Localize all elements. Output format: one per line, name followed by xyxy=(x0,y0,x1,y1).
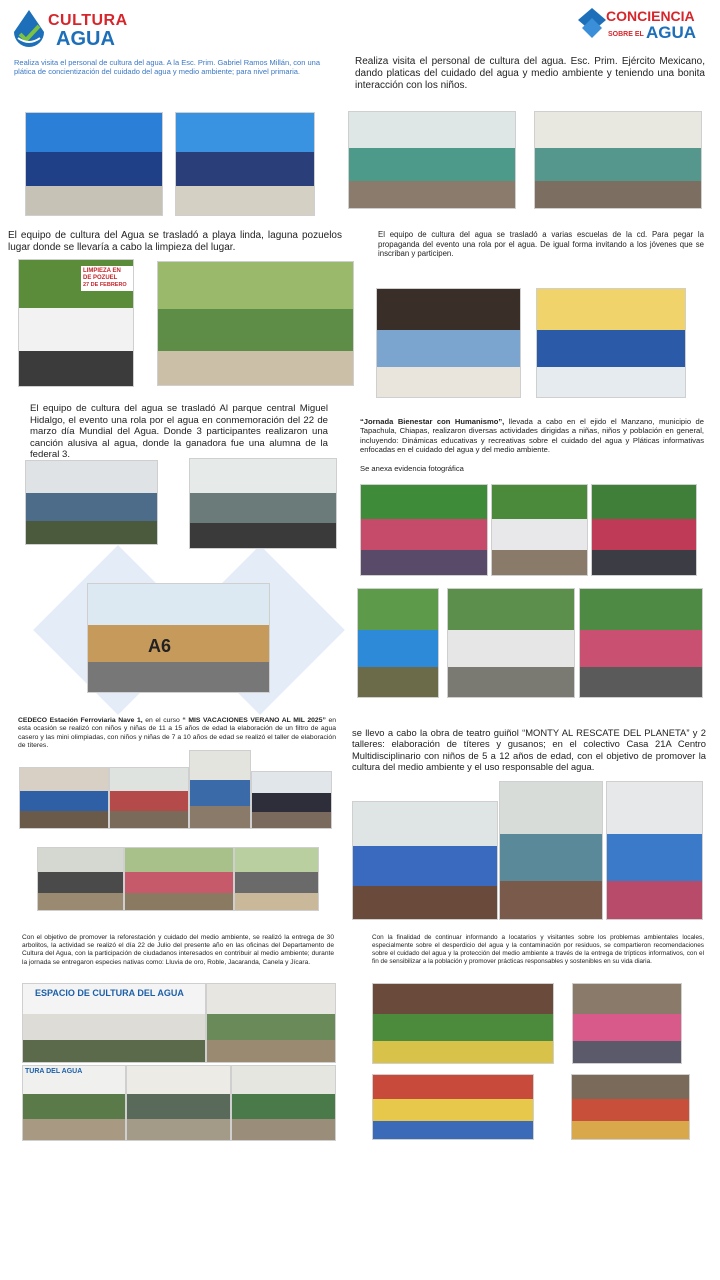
photo-jornada-mascot xyxy=(357,588,439,698)
banner-line3: 27 DE FEBRERO xyxy=(83,282,127,289)
section-text-10: Con la finalidad de continuar informando a locatarios y visitantes sobre los problemas ambientales locales, especialmente sobre el desperdicio del agua y la contaminación por residuos, se compartieron recomendaciones sobre el cuidado del agua y la protección del medio ambiente a través de la entrega de trípticos informativos, con el fin de sensibilizar a la población y promover prácticas responsables y sostenibles en su vida diaria. xyxy=(372,934,704,965)
photo-cedeco-2 xyxy=(109,767,189,829)
photo-poster-school-1 xyxy=(376,288,521,398)
photo-ejercito-school-2 xyxy=(534,111,702,209)
photo-teatro-1 xyxy=(352,801,498,920)
photo-market-2 xyxy=(572,983,682,1064)
photo-beach-cleanup-speech xyxy=(18,259,134,387)
logo-conciencia-agua xyxy=(578,6,712,46)
photo-cedeco-7 xyxy=(234,847,319,911)
logo-right-line1: CONCIENCIA xyxy=(606,8,695,24)
logo-right-line2b: AGUA xyxy=(646,23,697,42)
logo-left-line2: AGUA xyxy=(56,28,115,50)
photo-jornada-5 xyxy=(579,588,703,698)
section-text-7 xyxy=(18,717,336,751)
photo-teatro-3 xyxy=(606,781,703,920)
logo-cultura-agua xyxy=(12,8,128,54)
photo-teatro-2 xyxy=(499,781,603,920)
photo-school-assembly-2 xyxy=(175,112,315,216)
photo-market-4 xyxy=(571,1074,690,1140)
photo-beach-cleanup-group xyxy=(157,261,354,386)
section-text-9: Con el objetivo de promover la reforestación y cuidado del medio ambiente, se realizó la entrega de 30 arbolitos, la actividad se realizó el día 22 de Julio del presente año en las oficinas del Departamento de Cultura del Agua, con la participación de ciudadanos interesados en contribuir al medio ambiente; durante la jornada se entregaron especies nativas como: Lluvia de oro, Roble, Jacaranda, Canela y Jícara. xyxy=(22,934,334,966)
banner-text xyxy=(81,266,134,291)
photo-ejercito-school-1 xyxy=(348,111,516,209)
photo-jornada-1 xyxy=(360,484,488,576)
photo-park-event-group xyxy=(25,460,158,545)
prize-box-label: A6 xyxy=(148,636,172,656)
logo-left-line1: CULTURA xyxy=(48,12,128,29)
section-text-8: se llevo a cabo la obra de teatro guiñol “MONTY AL RESCATE DEL PLANETA” y 2 talleres: elaboración de títeres y gusanos; en el colectivo Casa 21A Centro Multidisciplinario con niños de 5 a 12 años de edad, con el objetivo de promover la cultura del medio ambiente y el uso responsable del agua. xyxy=(352,727,706,772)
photo-office-trees-5 xyxy=(231,1065,336,1141)
photo-park-event-audience xyxy=(189,458,337,549)
logo-right-line2a: SOBRE EL xyxy=(608,31,644,38)
office-sign-text-2: TURA DEL AGUA xyxy=(25,1068,83,1075)
photo-jornada-2 xyxy=(491,484,588,576)
section-text-6 xyxy=(360,417,704,455)
section-7-part1: en el curso xyxy=(142,717,183,724)
water-drop-logo-icon xyxy=(12,8,46,52)
photo-cedeco-6 xyxy=(124,847,234,911)
photo-office-trees-4 xyxy=(126,1065,231,1141)
photo-office-trees-3 xyxy=(22,1065,126,1141)
section-text-3: El equipo de cultura del Agua se trasladó a playa linda, laguna pozuelos lugar donde se llevaría a cabo la limpieza del lugar. xyxy=(8,230,342,253)
diamond-logo-icon xyxy=(578,8,606,42)
photo-cedeco-1 xyxy=(19,767,109,829)
photo-cedeco-4 xyxy=(251,771,332,829)
photo-jornada-3 xyxy=(591,484,697,576)
section-text-4: El equipo de cultura del agua se trasladó a varias escuelas de la cd. Para pegar la propaganda del evento una rola por el agua. De igual forma invitando a los jóvenes que se inscriban y participen. xyxy=(378,230,704,259)
photo-cedeco-3 xyxy=(189,750,251,829)
photo-poster-school-2 xyxy=(536,288,686,398)
photo-park-event-winner xyxy=(87,583,270,693)
photo-office-trees-2 xyxy=(206,983,336,1063)
banner-line2: DE POZUEL xyxy=(83,275,118,282)
section-text-2: Realiza visita el personal de cultura del agua. Esc. Prim. Ejército Mexicano, dando platicas del cuidado del agua y medio ambiente y teniendo una bonita interacción con los niños. xyxy=(355,56,705,91)
section-6-body: llevada a cabo en el ejido el Manzano, municipio de Tapachula, Chiapas, realizaron diversas actividades dirigidas a niñas, niños y población en general, incluyendo: Dinámicas educativas y recreativas sobre el cuidado del agua y Pláticas informativas enfocadas en el cuidado del agua y del medio ambiente. xyxy=(360,417,704,455)
section-text-1: Realiza visita el personal de cultura del agua. A la Esc. Prim. Gabriel Ramos Millán, con una plática de concientización del cuidado del agua y medio ambiente; para nivel primaria. xyxy=(14,58,320,77)
photo-market-3 xyxy=(372,1074,534,1140)
section-6-note: Se anexa evidencia fotográfica xyxy=(360,464,464,473)
photo-cedeco-5 xyxy=(37,847,124,911)
section-7-course: “ MIS VACACIONES VERANO AL MIL 2025” xyxy=(182,717,326,724)
section-7-part2: en esta ocasión se realizó con niños y niñas de 11 a 15 años de edad la elaboración de un filtro de agua casero y las mini olimpiadas, con niños y niñas de 7 a 10 años de edad se realizó el taller de elaboración de títeres. xyxy=(18,717,337,750)
banner-line1: LIMPIEZA EN xyxy=(83,268,121,274)
photo-school-assembly-1 xyxy=(25,112,163,216)
section-text-5: El equipo de cultura del agua se trasladó Al parque central Miguel Hidalgo, el evento una rola por el agua en conmemoración del 22 de marzo día Mundial del Agua. Donde 3 participantes realizaron una canción alusiva al agua, donde la ganadora fue una alumna de la federal 3. xyxy=(30,403,328,460)
section-7-place: CEDECO Estación Ferroviaria Nave 1, xyxy=(18,717,143,724)
section-6-title: “Jornada Bienestar con Humanismo”, xyxy=(360,417,505,426)
office-sign-text: ESPACIO DE CULTURA DEL AGUA xyxy=(35,988,184,998)
photo-jornada-4 xyxy=(447,588,575,698)
photo-office-trees-1 xyxy=(22,983,206,1063)
photo-market-1 xyxy=(372,983,554,1064)
